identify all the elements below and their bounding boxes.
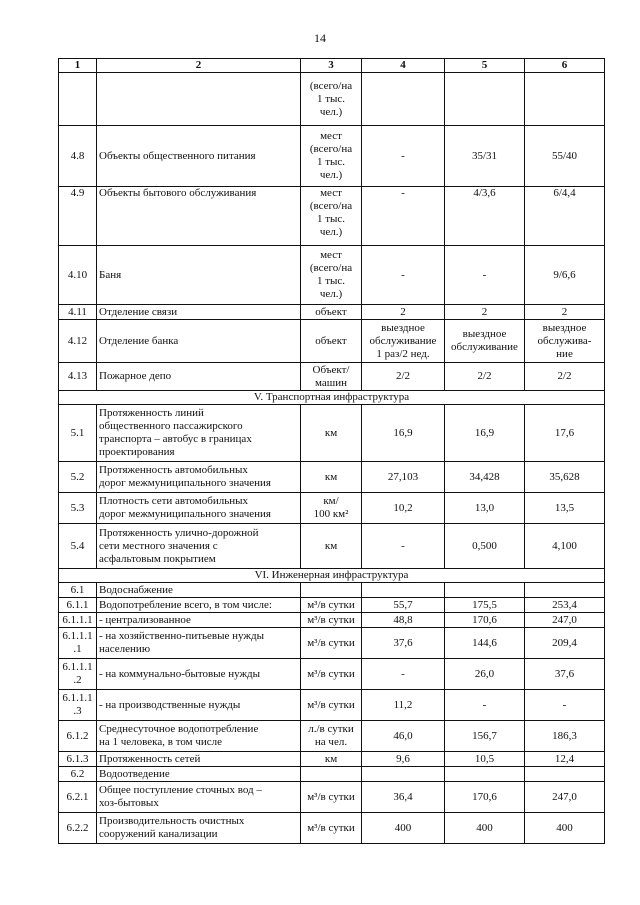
indicator-name-cell — [97, 813, 301, 844]
value-cell-col6 — [525, 782, 605, 813]
value-cell-col4 — [362, 613, 445, 628]
indicator-name-cell — [97, 363, 301, 391]
unit-cell — [301, 246, 362, 305]
value-cell-col5 — [445, 782, 525, 813]
indicator-name-cell — [97, 721, 301, 752]
value-cell-col5-text: 2 — [481, 305, 488, 318]
table-row — [59, 813, 605, 844]
value-cell-col5-text: - — [482, 698, 487, 711]
row-number-cell — [59, 363, 97, 391]
indicator-name-cell — [97, 462, 301, 493]
unit-cell-text: мест (всего/на 1 тыс. чел.) — [309, 249, 353, 300]
unit-cell — [301, 363, 362, 391]
indicator-name-cell — [97, 246, 301, 305]
indicator-name-cell-text: Отделение связи — [99, 305, 178, 318]
indicator-name-cell — [97, 524, 301, 569]
value-cell-col4-text: 2 — [400, 305, 406, 318]
value-cell-col5-text: 4/3,6 — [473, 187, 496, 199]
value-cell-col6 — [525, 246, 605, 305]
value-cell-col6 — [525, 690, 605, 721]
indicator-name-cell-text: Водоснабжение — [99, 583, 173, 596]
unit-cell-text: л./в сутки на чел. — [308, 723, 354, 748]
page-number: 14 — [314, 31, 326, 45]
value-cell-col6-text: 2 — [561, 305, 568, 318]
table-body — [59, 59, 605, 844]
table-row — [59, 628, 605, 659]
value-cell-col5 — [445, 320, 525, 363]
row-number-cell — [59, 73, 97, 126]
row-number-cell-text: 4.9 — [70, 187, 85, 199]
unit-cell-text: (всего/на 1 тыс. чел.) — [309, 79, 353, 118]
indicator-name-cell-text: Протяженность улично-дорожной сети местного значения с асфальтовым покрытием — [99, 526, 259, 565]
value-cell-col4 — [362, 246, 445, 305]
indicator-name-cell-text: Среднесуточное водопотребление на 1 человека, в том числе — [99, 723, 259, 748]
value-cell-col5-text: 13,0 — [474, 501, 495, 514]
value-cell-col5-text: 34,428 — [469, 470, 500, 483]
value-cell-col6 — [525, 659, 605, 690]
indicator-name-cell — [97, 493, 301, 524]
value-cell-col6-text: 4,100 — [552, 539, 577, 552]
value-cell-col6-text: - — [562, 698, 567, 711]
indicator-name-cell — [97, 598, 301, 613]
value-cell-col6-text: выездное обслужива- ние — [537, 321, 592, 360]
value-cell-col4 — [362, 187, 445, 246]
value-cell-col4-text: - — [401, 149, 405, 162]
unit-cell — [301, 320, 362, 363]
value-cell-col5-text: 170,6 — [472, 790, 497, 803]
value-cell-col5 — [445, 493, 525, 524]
value-cell-col5 — [445, 462, 525, 493]
value-cell-col4 — [362, 690, 445, 721]
value-cell-col6 — [525, 613, 605, 628]
value-cell-col4 — [362, 659, 445, 690]
row-number-cell — [59, 782, 97, 813]
value-cell-col6-text: 247,0 — [552, 790, 577, 803]
row-number-cell-text: 5.2 — [70, 470, 85, 483]
row-number-cell-text: 5.4 — [70, 539, 85, 552]
indicator-name-cell-text: - на производственные нужды — [99, 698, 241, 711]
value-cell-col4-text: - — [401, 539, 405, 552]
row-number-cell-text: 5.3 — [70, 501, 85, 514]
value-cell-col5 — [445, 659, 525, 690]
indicator-name-cell — [97, 613, 301, 628]
unit-cell-text: км — [324, 752, 338, 765]
indicator-name-cell — [97, 628, 301, 659]
value-cell-col5 — [445, 305, 525, 320]
table-row — [59, 320, 605, 363]
value-cell-col6-text: 6/4,4 — [553, 187, 576, 199]
table-row — [59, 752, 605, 767]
unit-cell — [301, 405, 362, 462]
value-cell-col5 — [445, 187, 525, 246]
value-cell-col4-text: 55,7 — [393, 598, 413, 611]
value-cell-col5 — [445, 405, 525, 462]
row-number-cell — [59, 690, 97, 721]
row-number-cell-text: 6.1.1.1 — [62, 613, 93, 626]
value-cell-col4-text: 9,6 — [396, 752, 410, 765]
table-row — [59, 246, 605, 305]
table-row — [59, 187, 605, 246]
value-cell-col5-text: 26,0 — [474, 667, 495, 680]
value-cell-col4-text: 10,2 — [393, 501, 413, 514]
header-cell-3: 3 — [301, 59, 362, 73]
row-number-cell-text: 6.2.2 — [66, 821, 89, 834]
value-cell-col6-text: 209,4 — [552, 636, 577, 649]
value-cell-col6-text: 35,628 — [549, 470, 580, 483]
unit-cell-text: м³/в сутки — [307, 821, 355, 834]
value-cell-col4-text: 11,2 — [393, 698, 413, 711]
indicator-name-cell-text: Пожарное депо — [99, 370, 172, 382]
section-heading: VI. Инженерная инфраструктура — [59, 569, 605, 583]
value-cell-col6-text: 2/2 — [557, 370, 572, 382]
value-cell-col4-text: 48,8 — [393, 613, 413, 626]
unit-cell — [301, 782, 362, 813]
row-number-cell-text: 6.1.2 — [66, 729, 89, 742]
value-cell-col6-text: 17,6 — [554, 426, 575, 439]
indicators-table — [58, 58, 605, 844]
row-number-cell-text: 6.2 — [70, 767, 85, 780]
unit-cell — [301, 187, 362, 246]
indicator-name-cell-text: - на коммунально-бытовые нужды — [99, 667, 261, 680]
value-cell-col4 — [362, 583, 445, 598]
row-number-cell — [59, 767, 97, 782]
indicator-name-cell-text: Протяженность автомобильных дорог межмуниципального значения — [99, 464, 271, 489]
indicator-name-cell-text: - централизованное — [99, 613, 191, 626]
unit-cell — [301, 659, 362, 690]
value-cell-col5 — [445, 690, 525, 721]
unit-cell-text: мест (всего/на 1 тыс. чел.) — [309, 187, 353, 238]
value-cell-col4-text: 36,4 — [393, 790, 413, 803]
table-row — [59, 462, 605, 493]
section-heading: V. Транспортная инфраструктура — [59, 391, 605, 405]
unit-cell — [301, 628, 362, 659]
table-row — [59, 524, 605, 569]
row-number-cell-text: 6.1.1.1 .2 — [62, 661, 93, 686]
row-number-cell-text: 4.10 — [67, 268, 88, 281]
value-cell-col6-text: 9/6,6 — [553, 268, 576, 281]
table-row — [59, 126, 605, 187]
indicator-name-cell — [97, 690, 301, 721]
value-cell-col6-text: 186,3 — [552, 729, 577, 742]
row-number-cell-text: 4.11 — [68, 305, 87, 318]
unit-cell — [301, 721, 362, 752]
value-cell-col6 — [525, 462, 605, 493]
table-row — [59, 305, 605, 320]
value-cell-col6 — [525, 752, 605, 767]
unit-cell — [301, 126, 362, 187]
row-number-cell-text: 6.1.1 — [66, 598, 89, 611]
table-header-row — [59, 59, 605, 73]
table-row — [59, 598, 605, 613]
value-cell-col4 — [362, 363, 445, 391]
indicator-name-cell — [97, 405, 301, 462]
row-number-cell — [59, 493, 97, 524]
value-cell-col4-text: - — [401, 667, 405, 680]
row-number-cell — [59, 524, 97, 569]
value-cell-col4 — [362, 305, 445, 320]
value-cell-col5 — [445, 813, 525, 844]
value-cell-col4 — [362, 320, 445, 363]
row-number-cell — [59, 721, 97, 752]
value-cell-col6 — [525, 598, 605, 613]
value-cell-col4-text: 27,103 — [387, 470, 419, 483]
value-cell-col4-text: 37,6 — [393, 636, 413, 649]
row-number-cell — [59, 246, 97, 305]
unit-cell-text: км — [324, 539, 338, 552]
value-cell-col6-text: 37,6 — [554, 667, 575, 680]
unit-cell — [301, 462, 362, 493]
value-cell-col6 — [525, 493, 605, 524]
unit-cell-text: объект — [315, 334, 347, 347]
value-cell-col5-text: 10,5 — [474, 752, 495, 765]
table-row — [59, 721, 605, 752]
row-number-cell-text: 5.1 — [70, 426, 85, 439]
unit-cell — [301, 583, 362, 598]
unit-cell-text: км/ 100 км² — [313, 495, 349, 520]
value-cell-col4-text: - — [401, 268, 405, 281]
row-number-cell — [59, 598, 97, 613]
indicator-name-cell — [97, 187, 301, 246]
unit-cell — [301, 493, 362, 524]
indicator-name-cell-text: Водопотребление всего, в том числе: — [99, 598, 272, 611]
value-cell-col6-text: 247,0 — [552, 613, 577, 626]
table-row — [59, 782, 605, 813]
unit-cell — [301, 752, 362, 767]
table-row — [59, 405, 605, 462]
value-cell-col5-text: 156,7 — [472, 729, 497, 742]
indicator-name-cell — [97, 583, 301, 598]
value-cell-col4-text: 16,9 — [393, 426, 413, 439]
value-cell-col6 — [525, 363, 605, 391]
value-cell-col5-text: 35/31 — [471, 149, 498, 162]
section-heading-row — [59, 391, 605, 405]
value-cell-col5-text: 0,500 — [472, 539, 497, 552]
value-cell-col5-text: 175,5 — [472, 598, 497, 611]
value-cell-col6-text: 55/40 — [551, 149, 578, 162]
unit-cell — [301, 813, 362, 844]
value-cell-col4 — [362, 493, 445, 524]
value-cell-col6 — [525, 767, 605, 782]
indicator-name-cell-text: Объекты общественного питания — [99, 149, 256, 162]
table-row — [59, 613, 605, 628]
unit-cell-text: км — [324, 426, 338, 439]
indicator-name-cell — [97, 73, 301, 126]
value-cell-col6 — [525, 405, 605, 462]
value-cell-col6-text: 12,4 — [554, 752, 575, 765]
row-number-cell — [59, 659, 97, 690]
unit-cell — [301, 690, 362, 721]
row-number-cell — [59, 752, 97, 767]
unit-cell — [301, 524, 362, 569]
value-cell-col6 — [525, 320, 605, 363]
table-row — [59, 363, 605, 391]
unit-cell — [301, 767, 362, 782]
value-cell-col6 — [525, 813, 605, 844]
value-cell-col4-text: 400 — [394, 821, 412, 834]
value-cell-col4-text: 2/2 — [395, 370, 411, 382]
table-row — [59, 583, 605, 598]
header-cell-6: 6 — [525, 59, 605, 73]
unit-cell-text: м³/в сутки — [307, 636, 355, 649]
indicator-name-cell-text: Общее поступление сточных вод – хоз-бытовых — [99, 784, 262, 809]
value-cell-col6 — [525, 524, 605, 569]
value-cell-col5 — [445, 246, 525, 305]
indicator-name-cell-text: Объекты бытового обслуживания — [99, 187, 257, 199]
value-cell-col5 — [445, 767, 525, 782]
value-cell-col4-text: выездное обслуживание 1 раз/2 нед. — [369, 321, 437, 360]
value-cell-col4 — [362, 598, 445, 613]
row-number-cell-text: 4.13 — [67, 370, 88, 382]
unit-cell-text: мест (всего/на 1 тыс. чел.) — [309, 130, 353, 181]
table-row — [59, 767, 605, 782]
value-cell-col4 — [362, 813, 445, 844]
row-number-cell — [59, 613, 97, 628]
unit-cell-text: м³/в сутки — [307, 790, 355, 803]
unit-cell-text: Объект/ машин — [312, 363, 350, 389]
value-cell-col4-text: 46,0 — [393, 729, 413, 742]
unit-cell — [301, 305, 362, 320]
value-cell-col5 — [445, 126, 525, 187]
row-number-cell — [59, 320, 97, 363]
value-cell-col5 — [445, 752, 525, 767]
value-cell-col6 — [525, 187, 605, 246]
value-cell-col4 — [362, 73, 445, 126]
indicator-name-cell — [97, 782, 301, 813]
indicator-name-cell-text: Протяженность сетей — [99, 752, 201, 765]
header-cell-4: 4 — [362, 59, 445, 73]
indicator-name-cell-text: Протяженность линий общественного пассажирского транспорта – автобус в границах проектирования — [99, 407, 252, 458]
unit-cell — [301, 598, 362, 613]
row-number-cell-text: 6.1.1.1 .1 — [62, 630, 93, 655]
value-cell-col5 — [445, 613, 525, 628]
section-heading-row — [59, 569, 605, 583]
indicator-name-cell — [97, 767, 301, 782]
unit-cell — [301, 613, 362, 628]
unit-cell-text: км — [324, 470, 338, 483]
value-cell-col5-text: - — [482, 268, 487, 281]
value-cell-col5 — [445, 721, 525, 752]
row-number-cell — [59, 126, 97, 187]
indicator-name-cell-text: - на хозяйственно-питьевые нужды населению — [99, 630, 264, 655]
indicator-name-cell — [97, 752, 301, 767]
value-cell-col4-text: - — [401, 187, 405, 199]
indicator-name-cell-text: Производительность очистных сооружений канализации — [99, 815, 245, 840]
table-row — [59, 493, 605, 524]
indicator-name-cell — [97, 320, 301, 363]
row-number-cell-text: 4.12 — [67, 334, 88, 347]
row-number-cell — [59, 583, 97, 598]
value-cell-col5 — [445, 583, 525, 598]
value-cell-col4 — [362, 462, 445, 493]
value-cell-col4 — [362, 782, 445, 813]
value-cell-col4 — [362, 524, 445, 569]
value-cell-col6 — [525, 583, 605, 598]
value-cell-col6 — [525, 628, 605, 659]
value-cell-col6-text: 253,4 — [552, 598, 577, 611]
indicator-name-cell-text: Баня — [99, 268, 122, 281]
value-cell-col5 — [445, 73, 525, 126]
row-number-cell — [59, 405, 97, 462]
indicator-name-cell — [97, 305, 301, 320]
value-cell-col6 — [525, 721, 605, 752]
header-cell-2: 2 — [97, 59, 301, 73]
row-number-cell-text: 6.1.3 — [66, 752, 89, 765]
table-row — [59, 659, 605, 690]
indicator-name-cell-text: Плотность сети автомобильных дорог межмуниципального значения — [99, 495, 271, 520]
unit-cell-text: м³/в сутки — [307, 613, 355, 626]
indicator-name-cell — [97, 126, 301, 187]
value-cell-col6-text: 13,5 — [554, 501, 575, 514]
header-cell-1: 1 — [59, 59, 97, 73]
unit-cell-text: м³/в сутки — [307, 698, 355, 711]
row-number-cell-text: 6.2.1 — [66, 790, 89, 803]
value-cell-col5-text: выездное обслуживание — [451, 328, 518, 353]
row-number-cell — [59, 187, 97, 246]
row-number-cell-text: 4.8 — [70, 149, 85, 162]
indicator-name-cell — [97, 659, 301, 690]
value-cell-col5 — [445, 598, 525, 613]
value-cell-col5-text: 2/2 — [477, 370, 492, 382]
value-cell-col4 — [362, 126, 445, 187]
value-cell-col6 — [525, 126, 605, 187]
unit-cell-text: м³/в сутки — [307, 598, 355, 611]
value-cell-col5-text: 170,6 — [472, 613, 497, 626]
value-cell-col4 — [362, 628, 445, 659]
indicator-name-cell-text: Отделение банка — [99, 334, 179, 347]
row-number-cell — [59, 813, 97, 844]
unit-cell-text: м³/в сутки — [307, 667, 355, 680]
value-cell-col4 — [362, 767, 445, 782]
row-number-cell — [59, 628, 97, 659]
value-cell-col5 — [445, 628, 525, 659]
value-cell-col5-text: 16,9 — [474, 426, 495, 439]
value-cell-col6 — [525, 305, 605, 320]
value-cell-col5 — [445, 363, 525, 391]
value-cell-col4 — [362, 752, 445, 767]
row-number-cell — [59, 305, 97, 320]
unit-cell — [301, 73, 362, 126]
row-number-cell-text: 6.1 — [70, 583, 85, 596]
row-number-cell-text: 6.1.1.1 .3 — [62, 692, 93, 717]
table-row — [59, 690, 605, 721]
unit-cell-text: объект — [315, 305, 347, 318]
value-cell-col6-text: 400 — [556, 821, 573, 834]
indicator-name-cell-text: Водоотведение — [99, 767, 170, 780]
value-cell-col4 — [362, 405, 445, 462]
row-number-cell — [59, 462, 97, 493]
header-cell-5: 5 — [445, 59, 525, 73]
value-cell-col5-text: 144,6 — [472, 636, 497, 649]
value-cell-col5 — [445, 524, 525, 569]
value-cell-col4 — [362, 721, 445, 752]
value-cell-col5-text: 400 — [476, 821, 493, 834]
table-row — [59, 73, 605, 126]
value-cell-col6 — [525, 73, 605, 126]
